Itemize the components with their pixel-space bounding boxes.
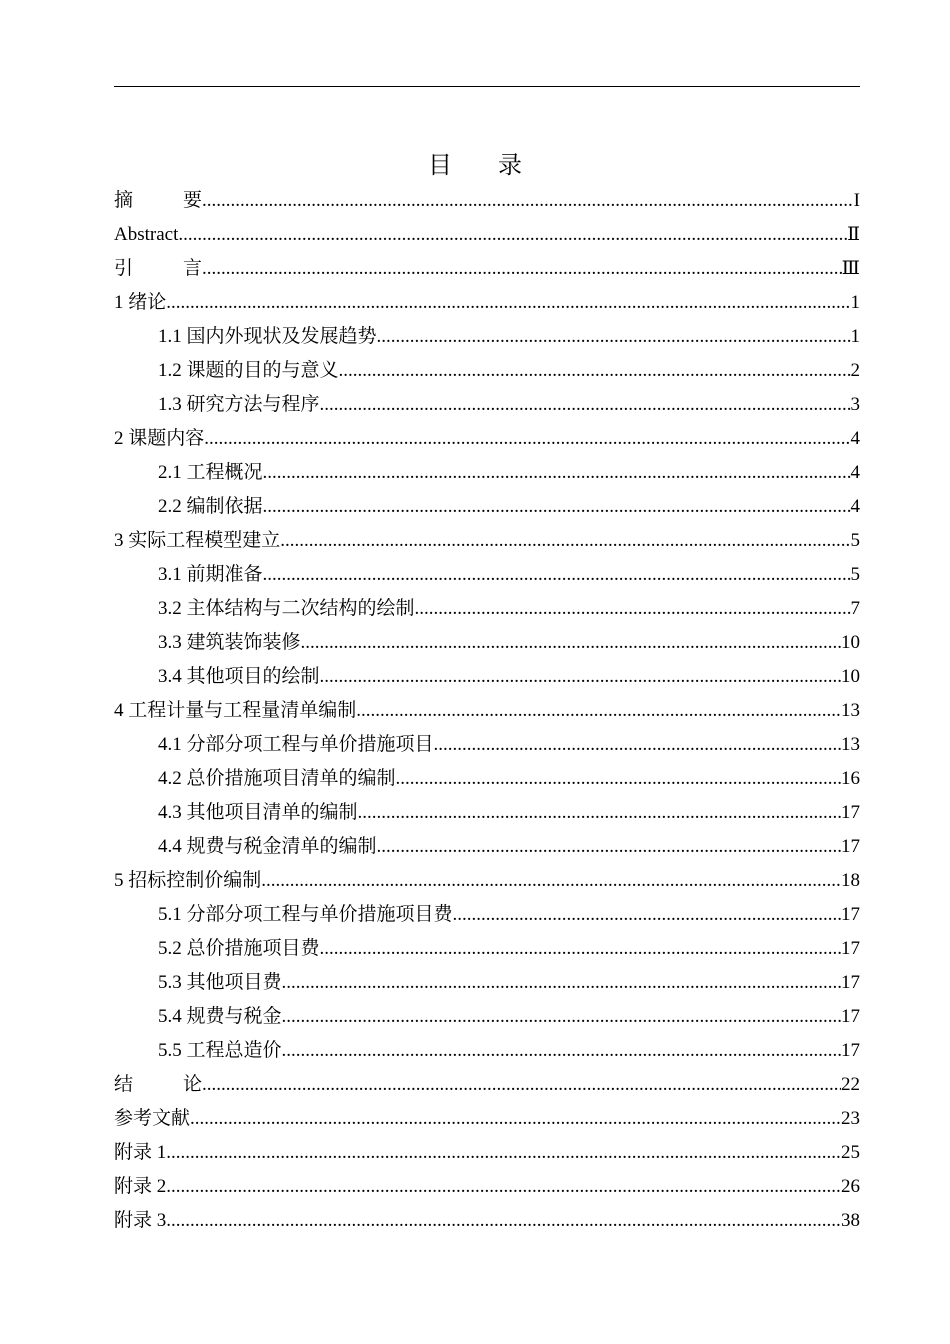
toc-entry-page-number: 17 <box>841 938 860 959</box>
dot-leader <box>282 1000 841 1034</box>
toc-entry-page-number: 13 <box>841 700 860 721</box>
toc-entry-label: 3.3 建筑装饰装修 <box>158 632 301 653</box>
dot-leader <box>166 1170 841 1204</box>
toc-entry-label: Abstract <box>114 224 179 245</box>
toc-entry-label: 1 绪论 <box>114 292 167 313</box>
toc-entry-label-char: 引 <box>114 258 134 279</box>
toc-entry[interactable] <box>114 864 860 898</box>
toc-entry[interactable] <box>114 592 860 626</box>
toc-entry-label: 2.1 工程概况 <box>158 462 263 483</box>
toc-entry-label: 1.2 课题的目的与意义 <box>158 360 339 381</box>
dot-leader <box>358 796 841 830</box>
dot-leader <box>339 354 851 388</box>
dot-leader <box>166 1136 841 1170</box>
toc-entry-label-char: 摘 <box>114 190 134 211</box>
dot-leader <box>166 1204 841 1238</box>
toc-entry-label <box>114 252 202 286</box>
toc-entry[interactable] <box>114 218 860 252</box>
toc-entry-label: 3.1 前期准备 <box>158 564 263 585</box>
toc-entry-label: 5.2 总价措施项目费 <box>158 938 320 959</box>
toc-entry[interactable] <box>114 184 860 218</box>
toc-entry[interactable] <box>114 626 860 660</box>
dot-leader <box>453 898 841 932</box>
toc-entry-label-char: 要 <box>183 190 203 211</box>
toc-entry-label: 附录 2 <box>114 1176 167 1197</box>
toc-entry-page-number: 17 <box>841 1006 860 1027</box>
header-rule <box>114 86 860 87</box>
toc-entry-page-number: 5 <box>850 564 860 585</box>
toc-entry[interactable] <box>114 456 860 490</box>
dot-leader <box>280 524 850 558</box>
toc-entry-label: 4.4 规费与税金清单的编制 <box>158 836 377 857</box>
toc-entry-page-number: 16 <box>841 768 860 789</box>
toc-entry-label: 3.4 其他项目的绘制 <box>158 666 320 687</box>
toc-entry-page-number: 1 <box>850 292 860 313</box>
toc-entry[interactable] <box>114 252 860 286</box>
toc-entry[interactable] <box>114 830 860 864</box>
toc-entry-page-number: 10 <box>841 632 860 653</box>
toc-entry-label: 参考文献 <box>114 1108 191 1129</box>
toc-entry-page-number: 7 <box>850 598 860 619</box>
dot-leader <box>320 388 851 422</box>
toc-entry-label: 1.3 研究方法与程序 <box>158 394 320 415</box>
toc-entry[interactable] <box>114 490 860 524</box>
toc-entry[interactable] <box>114 1136 860 1170</box>
toc-entry-label-char: 结 <box>114 1074 134 1095</box>
toc-entry-page-number: 4 <box>850 496 860 517</box>
toc-entry-page-number: Ⅱ <box>847 224 860 245</box>
toc-entry[interactable] <box>114 422 860 456</box>
toc-entry-label <box>114 1068 202 1102</box>
toc-entry-label-char: 论 <box>183 1074 203 1095</box>
dot-leader <box>261 864 841 898</box>
toc-entry-page-number: 4 <box>850 462 860 483</box>
toc-entry-label: 4.3 其他项目清单的编制 <box>158 802 358 823</box>
dot-leader <box>377 320 851 354</box>
toc-entry-label: 4.1 分部分项工程与单价措施项目 <box>158 734 434 755</box>
toc-entry[interactable] <box>114 796 860 830</box>
toc-title-char: 目 <box>428 153 452 179</box>
dot-leader <box>166 286 850 320</box>
dot-leader <box>263 456 851 490</box>
toc-entry-page-number: 38 <box>841 1210 860 1231</box>
dot-leader <box>356 694 841 728</box>
toc-entry[interactable] <box>114 728 860 762</box>
toc-list <box>114 184 860 1238</box>
toc-entry-page-number: 25 <box>841 1142 860 1163</box>
toc-entry-label: 5.3 其他项目费 <box>158 972 282 993</box>
dot-leader <box>301 626 841 660</box>
toc-entry-label: 1.1 国内外现状及发展趋势 <box>158 326 377 347</box>
toc-entry[interactable] <box>114 1204 860 1238</box>
toc-entry-label: 5.1 分部分项工程与单价措施项目费 <box>158 904 453 925</box>
toc-entry[interactable] <box>114 898 860 932</box>
toc-entry-label: 5.4 规费与税金 <box>158 1006 282 1027</box>
toc-entry-label-char: 言 <box>183 258 203 279</box>
toc-entry-page-number: 4 <box>850 428 860 449</box>
toc-entry-page-number: 17 <box>841 802 860 823</box>
dot-leader <box>190 1102 841 1136</box>
toc-entry-page-number: 22 <box>841 1074 860 1095</box>
toc-entry-page-number: 17 <box>841 972 860 993</box>
toc-entry-page-number: 18 <box>841 870 860 891</box>
toc-entry-label <box>114 184 202 218</box>
toc-entry-page-number: 5 <box>850 530 860 551</box>
toc-entry-page-number: I <box>853 190 860 211</box>
toc-entry[interactable] <box>114 932 860 966</box>
toc-entry-page-number: 13 <box>841 734 860 755</box>
toc-entry-label: 4.2 总价措施项目清单的编制 <box>158 768 396 789</box>
toc-entry-page-number: 17 <box>841 904 860 925</box>
dot-leader <box>320 932 841 966</box>
toc-title-char: 录 <box>498 153 522 179</box>
toc-entry[interactable] <box>114 762 860 796</box>
toc-entry[interactable] <box>114 660 860 694</box>
toc-entry-page-number: 17 <box>841 836 860 857</box>
dot-leader <box>377 830 841 864</box>
toc-entry-label: 5.5 工程总造价 <box>158 1040 282 1061</box>
dot-leader <box>282 1034 841 1068</box>
toc-entry-page-number: 17 <box>841 1040 860 1061</box>
toc-entry[interactable] <box>114 1170 860 1204</box>
toc-entry-label: 3 实际工程模型建立 <box>114 530 281 551</box>
dot-leader <box>434 728 841 762</box>
toc-entry[interactable] <box>114 558 860 592</box>
toc-entry-label: 5 招标控制价编制 <box>114 870 262 891</box>
dot-leader <box>282 966 841 1000</box>
toc-entry[interactable] <box>114 1000 860 1034</box>
toc-entry-page-number: 2 <box>850 360 860 381</box>
toc-entry-page-number: 23 <box>841 1108 860 1129</box>
dot-leader <box>396 762 841 796</box>
toc-entry-label: 附录 3 <box>114 1210 167 1231</box>
toc-entry-label: 3.2 主体结构与二次结构的绘制 <box>158 598 415 619</box>
toc-entry-page-number: 10 <box>841 666 860 687</box>
toc-entry[interactable] <box>114 320 860 354</box>
toc-entry[interactable] <box>114 694 860 728</box>
dot-leader <box>263 490 851 524</box>
toc-entry[interactable] <box>114 286 860 320</box>
toc-entry-page-number: Ⅲ <box>841 258 860 279</box>
toc-entry[interactable] <box>114 524 860 558</box>
toc-entry[interactable] <box>114 1034 860 1068</box>
toc-entry[interactable] <box>114 388 860 422</box>
dot-leader <box>202 184 854 218</box>
toc-entry[interactable] <box>114 1068 860 1102</box>
dot-leader <box>178 218 847 252</box>
toc-entry-label: 附录 1 <box>114 1142 167 1163</box>
dot-leader <box>263 558 851 592</box>
dot-leader <box>204 422 850 456</box>
toc-title <box>0 150 950 182</box>
toc-entry-page-number: 26 <box>841 1176 860 1197</box>
toc-entry[interactable] <box>114 966 860 1000</box>
dot-leader <box>320 660 841 694</box>
toc-entry[interactable] <box>114 354 860 388</box>
toc-entry-label: 2 课题内容 <box>114 428 205 449</box>
dot-leader <box>202 1068 841 1102</box>
toc-entry-page-number: 3 <box>850 394 860 415</box>
dot-leader <box>202 252 842 286</box>
dot-leader <box>415 592 851 626</box>
toc-entry[interactable] <box>114 1102 860 1136</box>
toc-entry-label: 2.2 编制依据 <box>158 496 263 517</box>
toc-entry-label: 4 工程计量与工程量清单编制 <box>114 700 357 721</box>
toc-entry-page-number: 1 <box>850 326 860 347</box>
